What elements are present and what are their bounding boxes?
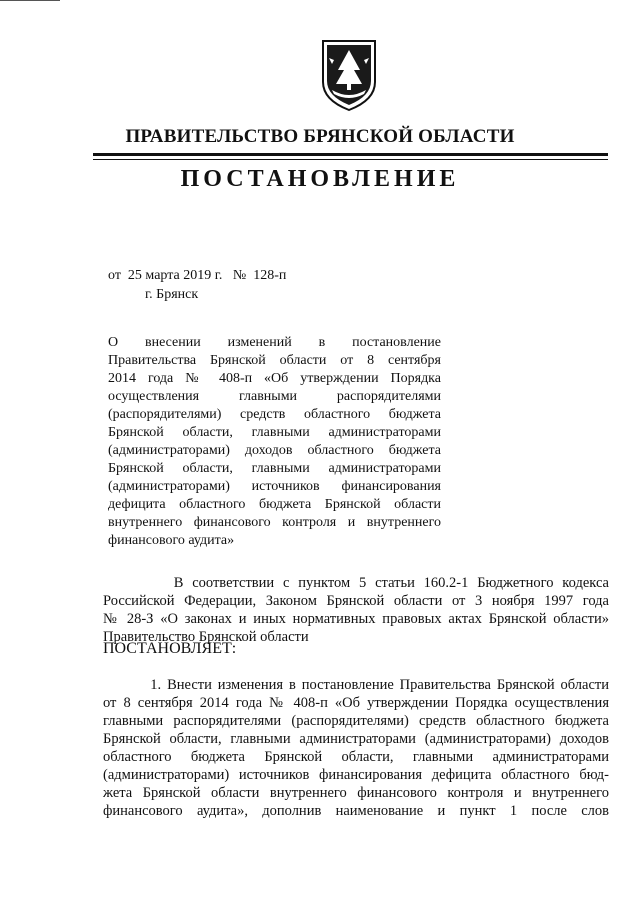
header-rule-thick: [93, 153, 608, 156]
item-1-line: Брянской области, главными администраторами (администраторами) доходов: [103, 731, 609, 747]
subject-line: внутреннего финансового контроля и внутреннего: [108, 515, 441, 530]
item-1-line: областного бюджета Брянской области, главными администраторами: [103, 749, 609, 765]
subject-line: финансового аудита»: [108, 533, 235, 548]
preamble-line: № 28-З «О законах и иных нормативных правовых актах Брянской области»: [103, 611, 609, 627]
document-type-heading: ПОСТАНОВЛЕНИЕ: [180, 166, 460, 192]
subject-line: Брянской области, главными администраторами: [108, 461, 441, 476]
item-1-line: финансового аудита», дополнив наименование и пункт 1 после слов: [103, 803, 609, 819]
item-1-line: главными распорядителями (распорядителями) средств областного бюджета: [103, 713, 609, 729]
subject-line: (распорядителями) средств областного бюджета: [108, 407, 441, 422]
subject-line: 2014 года № 408-п «Об утверждении Порядка: [108, 371, 441, 386]
header-rule-thin: [93, 159, 608, 160]
decree-word: ПОСТАНОВЛЯЕТ:: [103, 640, 237, 657]
item-1-line: 1. Внести изменения в постановление Правительства Брянской области: [103, 677, 609, 693]
subject-line: Брянской области, главными администраторами: [108, 425, 441, 440]
item-1-paragraph: [103, 676, 609, 820]
subject-line: (администраторами) доходов областного бюджета: [108, 443, 441, 458]
preamble-paragraph: [103, 574, 609, 646]
preamble-line: Российской Федерации, Законом Брянской области от 3 ноября 1997 года: [103, 593, 609, 609]
document-date-number: от 25 марта 2019 г. № 128-п: [108, 268, 287, 283]
item-1-line: (администраторами) источников финансирования дефицита областного бюд-: [103, 767, 609, 783]
preamble-line: В соответствии с пунктом 5 статьи 160.2-1 Бюджетного кодекса: [103, 575, 609, 591]
coat-of-arms-emblem: [320, 38, 378, 112]
preamble-line: Правительство Брянской области: [103, 629, 309, 645]
subject-line: осуществления главными распорядителями: [108, 389, 441, 404]
item-1-line: от 8 сентября 2014 года № 408-п «Об утверждении Порядка осуществления: [103, 695, 609, 711]
document-city: г. Брянск: [145, 287, 199, 302]
subject-line: Правительства Брянской области от 8 сентября: [108, 353, 441, 368]
subject-line: О внесении изменений в постановление: [108, 335, 441, 350]
government-title: ПРАВИТЕЛЬСТВО БРЯНСКОЙ ОБЛАСТИ: [125, 126, 515, 147]
subject-line: дефицита областного бюджета Брянской области: [108, 497, 441, 512]
scan-corner-mark: [0, 0, 60, 4]
document-subject: [108, 334, 441, 550]
subject-line: (администраторами) источников финансирования: [108, 479, 441, 494]
item-1-line: жета Брянской области внутреннего финансового контроля и внутреннего: [103, 785, 609, 801]
